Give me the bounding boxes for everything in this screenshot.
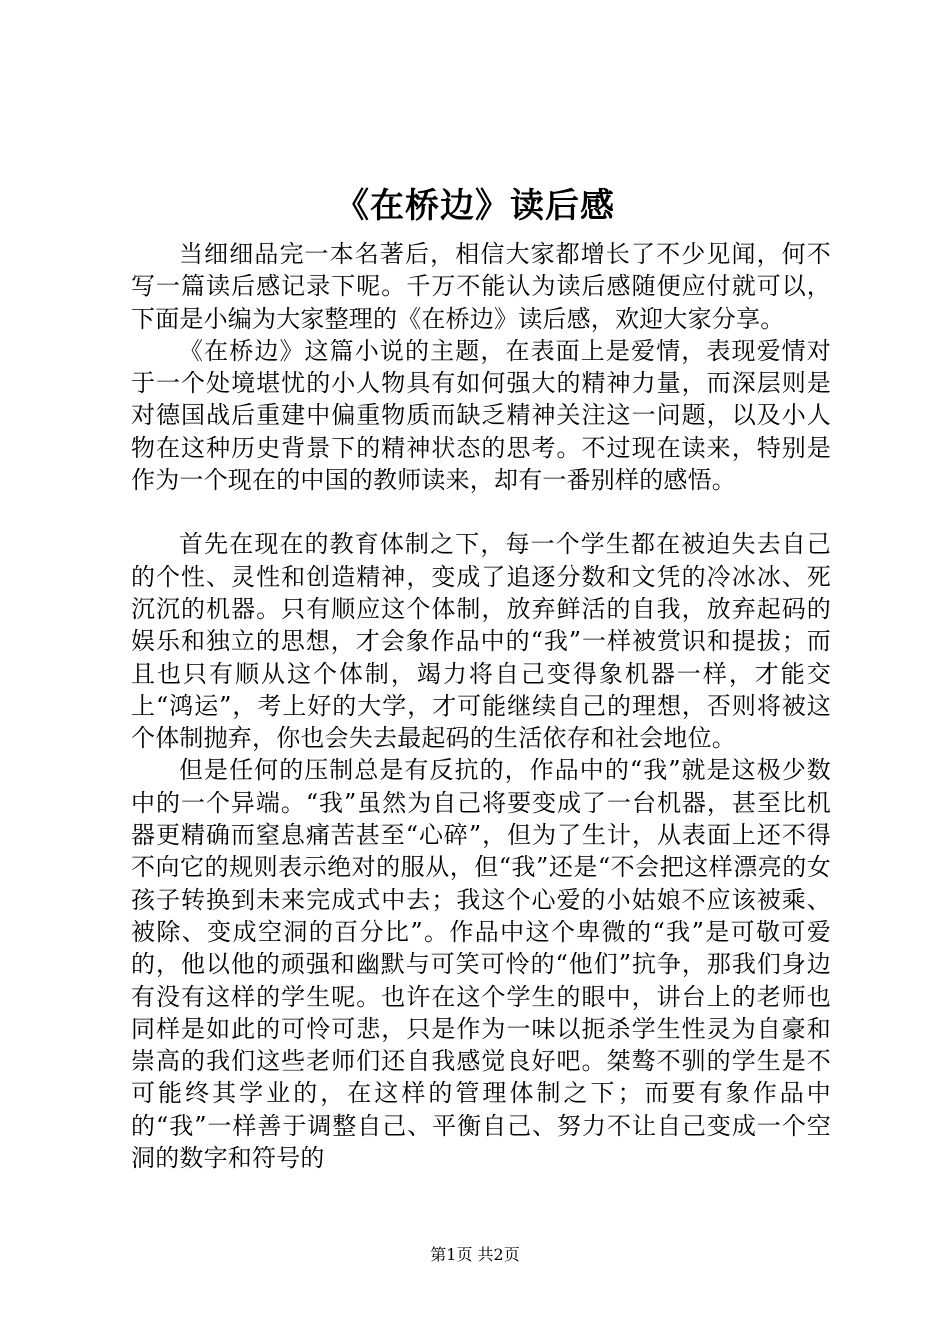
paragraph-theme: 《在桥边》这篇小说的主题，在表面上是爱情，表现爱情对于一个处境堪忧的小人物具有如何强大的精神力量，而深层则是对德国战后重建中偏重物质而缺乏精神关注这一问题，以及小人物在这种历史背景下的精神状态的思考。不过现在读来，特别是作为一个现在的中国的教师读来，却有一番别样的感悟。 bbox=[131, 336, 831, 495]
page-footer: 第1页 共2页 bbox=[430, 1245, 520, 1264]
paragraph-resistance: 但是任何的压制总是有反抗的，作品中的“我”就是这极少数中的一个异端。“我”虽然为自己将要变成了一台机器，甚至比机器更精确而窒息痛苦甚至“心碎”，但为了生计，从表面上还不得不向它的规则表示绝对的服从，但“我”还是“不会把这样漂亮的女孩子转换到未来完成式中去；我这个心爱的小姑娘不应该被乘、被除、变成空洞的百分比”。作品中这个卑微的“我”是可敬可爱的，他以他的顽强和幽默与可笑可怜的“他们”抗争，那我们身边有没有这样的学生呢。也许在这个学生的眼中，讲台上的老师也同样是如此的可怜可悲，只是作为一味以扼杀学生性灵为自豪和崇高的我们这些老师们还自我感觉良好吧。桀骜不驯的学生是不可能终其学业的，在这样的管理体制之下；而要有象作品中的“我”一样善于调整自己、平衡自己、努力不让自己变成一个空洞的数字和符号的 bbox=[131, 756, 831, 1173]
paragraph-education-system: 首先在现在的教育体制之下，每一个学生都在被迫失去自己的个性、灵性和创造精神，变成了追逐分数和文凭的冷冰冰、死沉沉的机器。只有顺应这个体制，放弃鲜活的自我，放弃起码的娱乐和独立的思想，才会象作品中的“我”一样被赏识和提拔；而且也只有顺从这个体制，竭力将自己变得象机器一样，才能交上“鸿运”，考上好的大学，才可能继续自己的理想，否则将被这个体制抛弃，你也会失去最起码的生活依存和社会地位。 bbox=[131, 530, 831, 753]
document-body bbox=[131, 238, 831, 1174]
document-title: 《在桥边》读后感 bbox=[335, 186, 615, 226]
paragraph-intro: 当细细品完一本名著后，相信大家都增长了不少见闻，何不写一篇读后感记录下呢。千万不能认为读后感随便应付就可以，下面是小编为大家整理的《在桥边》读后感，欢迎大家分享。 bbox=[131, 240, 831, 333]
